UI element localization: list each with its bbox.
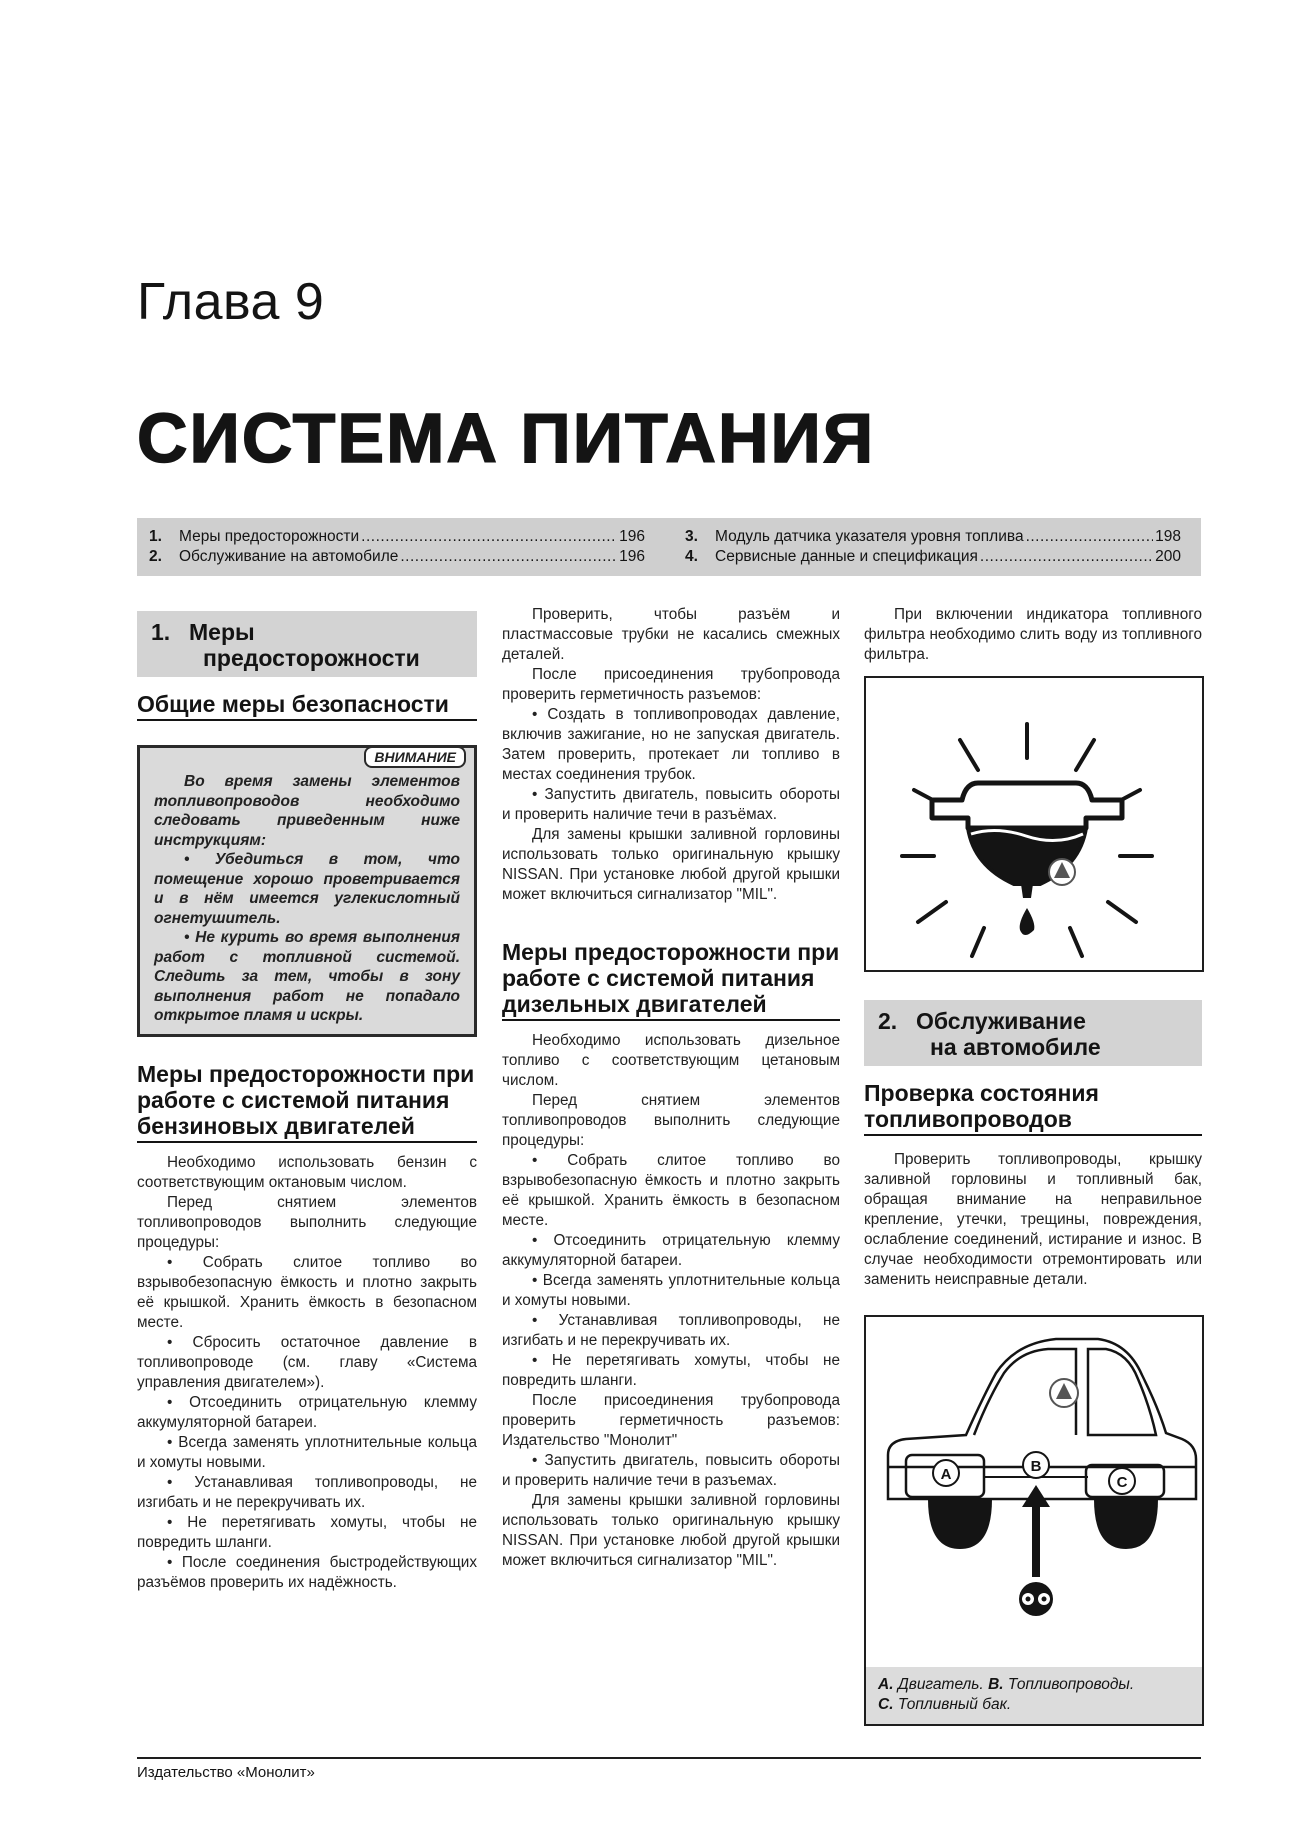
list-item: • Запустить двигатель, повысить обороты и проверить наличие течи в разъемах. xyxy=(502,1452,840,1489)
toc-leader xyxy=(980,547,1153,567)
toc-page: 196 xyxy=(619,528,645,545)
caption-key: C. xyxy=(878,1696,894,1713)
car-illustration xyxy=(866,1317,1202,1667)
caption-key: A. xyxy=(878,1676,894,1693)
page-title: СИСТЕМА ПИТАНИЯ xyxy=(137,399,876,477)
list-item: • Всегда заменять уплотнительные кольца и хомуты новыми. xyxy=(137,1433,477,1471)
column-3 xyxy=(864,605,1202,665)
list-item: • После соединения быстродействующих разъёмов проверить их надёжность. xyxy=(137,1553,477,1591)
fuel-filter-figure xyxy=(864,676,1204,972)
section-2-heading xyxy=(864,1000,1202,1066)
inspection-arrow-icon xyxy=(1019,1485,1053,1616)
toc-leader xyxy=(361,527,617,547)
toc-leader xyxy=(1026,527,1154,547)
fuel-lines-body xyxy=(864,1150,1202,1290)
section-title-line2: предосторожности xyxy=(203,645,420,671)
fuel-lines-heading: Проверка состояния топливопроводов xyxy=(864,1080,1202,1136)
list-item: • Запустить двигатель, повысить обороты и проверить наличие течи в разъёмах. xyxy=(502,786,840,823)
toc-leader xyxy=(400,547,617,567)
list-item: • Отсоединить отрицательную клемму аккумуляторной батареи. xyxy=(137,1393,477,1431)
caption-text: Топливный бак. xyxy=(897,1696,1012,1713)
marker-a-label: A xyxy=(940,1466,952,1483)
list-item: • Сбросить остаточное давление в топливопроводе (см. главу «Система управления двигателем»). xyxy=(137,1333,477,1391)
marker-c-icon xyxy=(1109,1468,1135,1494)
general-safety-heading: Общие меры безопасности xyxy=(137,691,477,721)
list-item: • Не перетягивать хомуты, чтобы не повредить шланги. xyxy=(137,1513,477,1551)
paragraph: Проверить топливопроводы, крышку заливной горловины и топливный бак, обращая внимание на неправильное крепление, утечки, трещины, повреждения, ослабление соединений, истирание и износ. В случае необходимости отремонтировать или заменить неисправные детали. xyxy=(864,1151,1202,1288)
list-item: • Создать в топливопроводах давление, включив зажигание, но не запуская двигатель. Затем проверить, протекает ли топливо в местах соединения трубок. xyxy=(502,706,840,783)
warning-text: • Не курить во время выполнения работ с топливной системой. Следить за тем, чтобы в зону выполнения работ не попадало открытое пламя и искры. xyxy=(154,929,460,1024)
toc-text: Обслуживание на автомобиле xyxy=(179,548,399,565)
fuel-filter-illustration xyxy=(866,678,1202,970)
fuel-filter-icon xyxy=(932,783,1122,935)
marker-b-label: B xyxy=(1030,1458,1042,1475)
table-of-contents xyxy=(137,518,1201,576)
paragraph: Перед снятием элементов топливопроводов выполнить следующие процедуры: xyxy=(502,1092,840,1149)
caption-text: Топливопроводы. xyxy=(1007,1676,1135,1693)
paragraph: Для замены крышки заливной горловины использовать только оригинальную крышку NISSAN. При установке любой другой крышки может включиться сигнализатор "MIL". xyxy=(502,826,840,903)
paragraph: Необходимо использовать бензин с соответствующим октановым числом. xyxy=(137,1153,477,1191)
figure-caption xyxy=(866,1667,1202,1715)
section-1-heading xyxy=(137,611,477,677)
toc-entry[interactable] xyxy=(149,527,645,547)
list-item: • Отсоединить отрицательную клемму аккумуляторной батареи. xyxy=(502,1232,840,1269)
paragraph: Перед снятием элементов топливопроводов выполнить следующие процедуры: xyxy=(137,1193,477,1251)
toc-number: 2. xyxy=(149,548,162,565)
caption-key: B. xyxy=(988,1676,1004,1693)
toc-number: 3. xyxy=(685,528,698,545)
paragraph: После присоединения трубопровода проверить герметичность разъемов: Издательство "Монолит" xyxy=(502,1392,840,1449)
warning-text: Во время замены элементов топливопроводов необходимо следовать приведенным ниже инструкциям: xyxy=(154,773,460,849)
toc-entry[interactable] xyxy=(685,527,1181,547)
diesel-precautions-body xyxy=(502,1031,840,1571)
toc-text: Сервисные данные и спецификация xyxy=(715,548,978,565)
diesel-precautions-heading: Меры предосторожности при работе с системой питания дизельных двигателей xyxy=(502,939,840,1021)
section-title-line1: Обслуживание xyxy=(916,1008,1086,1034)
list-item: • Всегда заменять уплотнительные кольца и хомуты новыми. xyxy=(502,1272,840,1309)
footer-publisher: Издательство «Монолит» xyxy=(137,1764,315,1781)
toc-number: 1. xyxy=(149,528,162,545)
chapter-label: Глава 9 xyxy=(137,273,325,331)
paragraph: Проверить, чтобы разъём и пластмассовые трубки не касались смежных деталей. xyxy=(502,606,840,663)
column-1 xyxy=(137,611,477,1593)
toc-page: 196 xyxy=(619,548,645,565)
column-3-lower xyxy=(864,1000,1202,1290)
list-item: • Устанавливая топливопроводы, не изгибать и не перекручивать их. xyxy=(502,1312,840,1349)
marker-c-label: C xyxy=(1116,1474,1128,1491)
toc-page: 198 xyxy=(1155,528,1181,545)
section-number: 1. xyxy=(151,619,171,645)
marker-b-icon xyxy=(1023,1452,1049,1478)
gasoline-precautions-body xyxy=(137,1153,477,1593)
logo-icon xyxy=(1050,1379,1078,1407)
warning-label: ВНИМАНИЕ xyxy=(364,746,466,768)
list-item: • Устанавливая топливопроводы, не изгибать и не перекручивать их. xyxy=(137,1473,477,1511)
list-item: • Не перетягивать хомуты, чтобы не повредить шланги. xyxy=(502,1352,840,1389)
section-title-line1: Меры xyxy=(189,619,255,645)
warning-box xyxy=(137,745,477,1037)
list-item: • Собрать слитое топливо во взрывобезопасную ёмкость и плотно закрыть её крышкой. Хранить ёмкость в безопасном месте. xyxy=(137,1253,477,1331)
column-2 xyxy=(502,605,840,1571)
toc-text: Меры предосторожности xyxy=(179,528,360,545)
toc-column-right xyxy=(685,527,1181,567)
figure-caption-area xyxy=(866,1667,1202,1724)
gasoline-precautions-heading: Меры предосторожности при работе с системой питания бензиновых двигателей xyxy=(137,1061,477,1143)
toc-entry[interactable] xyxy=(149,547,645,567)
paragraph: После присоединения трубопровода проверить герметичность разъемов: xyxy=(502,666,840,703)
marker-a-icon xyxy=(933,1460,959,1486)
caption-text: Двигатель. xyxy=(897,1676,984,1693)
toc-entry[interactable] xyxy=(685,547,1181,567)
footer-divider xyxy=(137,1757,1201,1759)
paragraph: При включении индикатора топливного фильтра необходимо слить воду из топливного фильтра. xyxy=(864,606,1202,663)
section-title-line2: на автомобиле xyxy=(930,1034,1101,1060)
car-fuel-lines-figure xyxy=(864,1315,1204,1726)
toc-column-left xyxy=(149,527,645,567)
list-item: • Собрать слитое топливо во взрывобезопасную ёмкость и плотно закрыть её крышкой. Хранить ёмкость в безопасном месте. xyxy=(502,1152,840,1229)
paragraph: Для замены крышки заливной горловины использовать только оригинальную крышку NISSAN. При установке любой другой крышки может включиться сигнализатор "MIL". xyxy=(502,1492,840,1569)
warning-text: • Убедиться в том, что помещение хорошо проветривается и в нём имеется углекислотный огнетушитель. xyxy=(154,851,460,927)
toc-text: Модуль датчика указателя уровня топлива xyxy=(715,528,1024,545)
paragraph: Необходимо использовать дизельное топливо с соответствующим цетановым числом. xyxy=(502,1032,840,1089)
toc-number: 4. xyxy=(685,548,698,565)
section-number: 2. xyxy=(878,1008,898,1034)
toc-page: 200 xyxy=(1155,548,1181,565)
